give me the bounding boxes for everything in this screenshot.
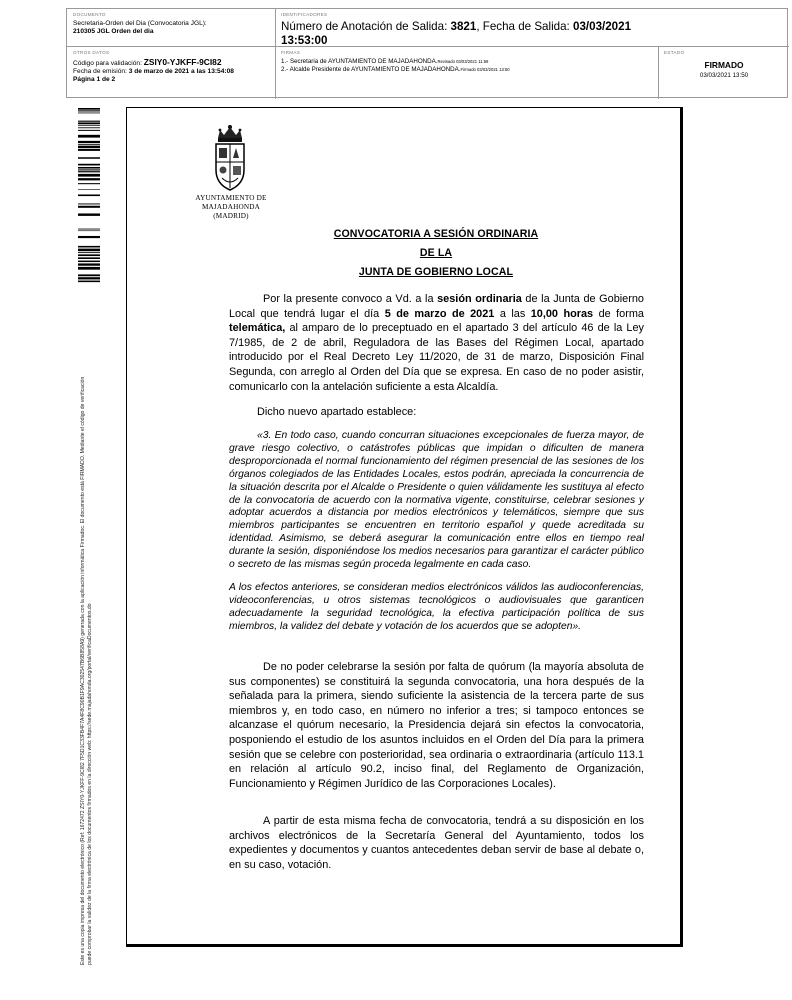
- crest-line1: AYUNTAMIENTO DE: [195, 194, 267, 202]
- crest-line2: MAJADAHONDA: [201, 202, 261, 211]
- p1-fecha: 5 de marzo de 2021: [384, 307, 495, 320]
- p3-text: De no poder celebrarse la sesión por falta de quórum (la mayoría absoluta de sus componentes) se constituirá la segunda convocatoria, una hora después de la señalada para la primera, siendo suficiente la asistencia de la tercera parte de sus miembros y, en todo caso, en número no inferior a tres; si tampoco entonces se alcanzase el quórum necesario, la Presidencia dejará sin efectos la convocatoria, posponiendo el estudio de los asuntos incluidos en el Orden del Día para la primera sesión que se celebre con posterioridad, sea ordinaria o extraordinaria (artículo 113.1 en relación al artículo 90.2, inciso final, del Reglamento de Organización, Funcionamiento y Régimen Jurídico de las Corporaciones Locales).: [229, 661, 644, 790]
- paragraph-apartado: [229, 405, 644, 420]
- p4-text: A partir de esta misma fecha de convocatoria, tendrá a su disposición en los archivos electrónicos de la Secretaría General del Ayuntamiento, todos los expedientes y documentos y cuantos antecedentes deban servir de base al debate o, en su caso, votación.: [229, 815, 644, 871]
- firma-1-text: 1.- Secretaria de AYUNTAMIENTO DE MAJADAHONDA.: [281, 58, 438, 65]
- hora-salida: 13:53:00: [281, 34, 328, 47]
- document-header: [66, 8, 788, 98]
- paragraph-quorum: [229, 660, 644, 791]
- codigo-prefix: Código para validación:: [73, 60, 144, 67]
- paragraph-disposicion: [229, 814, 644, 872]
- estado-cell: [659, 47, 789, 99]
- fecha-prefix: , Fecha de Salida:: [476, 20, 573, 33]
- estado-date: 03/03/2021 13:50: [699, 72, 749, 79]
- p1-sesion-ordinaria: sesión ordinaria: [437, 293, 522, 305]
- firma-2-tag: Firmado 03/03/2021 13:50: [460, 66, 510, 72]
- title-line3: JUNTA DE GOBIERNO LOCAL: [358, 266, 514, 278]
- identificadores-cell: [276, 9, 789, 47]
- quote-article-part1: [229, 430, 644, 572]
- q1-text: «3. En todo caso, cuando concurran situaciones excepcionales de fuerza mayor, de grave riesgo colectivo, o catástrofes públicas que impidan o dificulten de manera desproporcionada el normal funcionamiento del régimen presencial de las sesiones de los órganos colegiados de las Entidades Locales, estos podrán, apreciada la concurrencia de la situación descrita por el Alcalde o Presidente o quien válidamente les sustituya al efecto de la convocatoria de acuerdo con la normativa vigente, constituirse, celebrar sesiones y adoptar acuerdos a distancia por medios electrónicos y telemáticos, siempre que sus miembros participantes se encuentren en territorio español y quede acreditada su identidad. Asimismo, se deberá asegurar la comunicación entre ellos en tiempo real durante la sesión, disponiéndose los medios necesarios para garantizar el carácter público o secreto de las mismas según proceda legalmente en cada caso.: [229, 430, 644, 571]
- estado-badge: FIRMADO: [704, 60, 744, 70]
- title-line2: DE LA: [419, 247, 453, 259]
- firma-2: [281, 66, 653, 74]
- anotacion-line: [281, 20, 784, 34]
- page-indicator: Página 1 de 2: [73, 76, 116, 83]
- barcode-icon: [78, 108, 100, 283]
- title-line1: CONVOCATORIA A SESIÓN ORDINARIA: [333, 228, 539, 240]
- p1-c: de la Junta de Gobierno Local que tendrá lugar el día: [229, 293, 644, 320]
- otros-datos-cell: [67, 47, 276, 99]
- documento-line2: 210305 JGL Orden del dia: [73, 28, 154, 35]
- vertical-verification-note: [80, 265, 94, 965]
- verification-note-line1: Este es una copia impresa del documento electrónico (Ref: 1672472 ZSIY0-YJKFF-9CI82 7F5D1C33FB4F7A4F8C90B1F9AC302547B6B858A9) generada con la aplicación informática Firmadoc. El documento está FIRMADO. Mediante el código de verificación: [80, 376, 86, 965]
- quote-article-part2: [229, 582, 644, 634]
- identificadores-label: IDENTIFICADORES: [281, 12, 328, 17]
- anotacion-prefix: Número de Anotación de Salida:: [281, 20, 451, 33]
- p2-text: Dicho nuevo apartado establece:: [257, 406, 417, 418]
- p1-g: de forma: [593, 307, 644, 320]
- documento-label: DOCUMENTO: [73, 12, 106, 17]
- p1-e: a las: [494, 307, 531, 320]
- ayuntamiento-caption: [185, 194, 277, 220]
- firma-1: [281, 58, 653, 66]
- anotacion-number: 3821: [450, 20, 477, 33]
- firmas-cell: [276, 47, 659, 99]
- codigo-validacion[interactable]: ZSIY0-YJKFF-9CI82: [143, 57, 222, 67]
- p1-i: al amparo de lo preceptuado en el apartado 3 del artículo 46 de la Ley 7/1985, de 2 de abril, Reguladora de las Bases del Régimen Local, apartado introducido por el Real Decreto Ley 11/2020, de 31 de marzo, Disposición Final Segunda, con arreglo al Orden del Día que se expresa. En caso de no poder asistir, comunicarlo con la antelación suficiente a esta Alcaldía.: [229, 322, 644, 393]
- firma-2-text: 2.- Alcalde Presidente de AYUNTAMIENTO DE MAJADAHONDA.: [281, 65, 461, 73]
- documento-cell: [67, 9, 276, 47]
- crest-line3: (MADRID): [213, 211, 249, 220]
- p1-hora: 10,00 horas: [530, 307, 594, 320]
- verification-note-line2: puede comprobar la validez de la firma electrónica de los documentos firmados en la dirección web: https://sede.majadahonda.org/portal/verificaDocumentos.do: [86, 603, 93, 965]
- firma-1-tag: Revisado 03/03/2021 11:59: [437, 59, 489, 64]
- documento-line1: Secretaria-Orden del Dia (Convocatoria JGL):: [73, 20, 207, 27]
- paragraph-convocatoria: [229, 292, 644, 394]
- firmas-label: FIRMAS: [281, 50, 301, 55]
- emision-date: 3 de marzo de 2021 a las 13:54:08: [128, 68, 234, 75]
- fecha-salida: 03/03/2021: [573, 20, 632, 33]
- q2-text: A los efectos anteriores, se consideran medios electrónicos válidos las audioconferencias, videoconferencias, u otros sistemas tecnológicos o audiovisuales que garanticen adecuadamente la seguridad tecnológica, la efectiva participación política de sus miembros, la validez del debate y votación de los acuerdos que se adopten».: [229, 582, 644, 632]
- estado-label: ESTADO: [664, 50, 685, 55]
- p1-a: Por la presente convoco a Vd. a la: [263, 293, 438, 305]
- p1-telematica: telemática,: [229, 322, 286, 335]
- coat-of-arms-icon: [210, 124, 250, 192]
- codigo-line: [73, 58, 269, 68]
- otros-datos-label: OTROS DATOS: [73, 50, 110, 55]
- emision-prefix: Fecha de emisión:: [73, 68, 129, 75]
- emision-line: [73, 68, 269, 76]
